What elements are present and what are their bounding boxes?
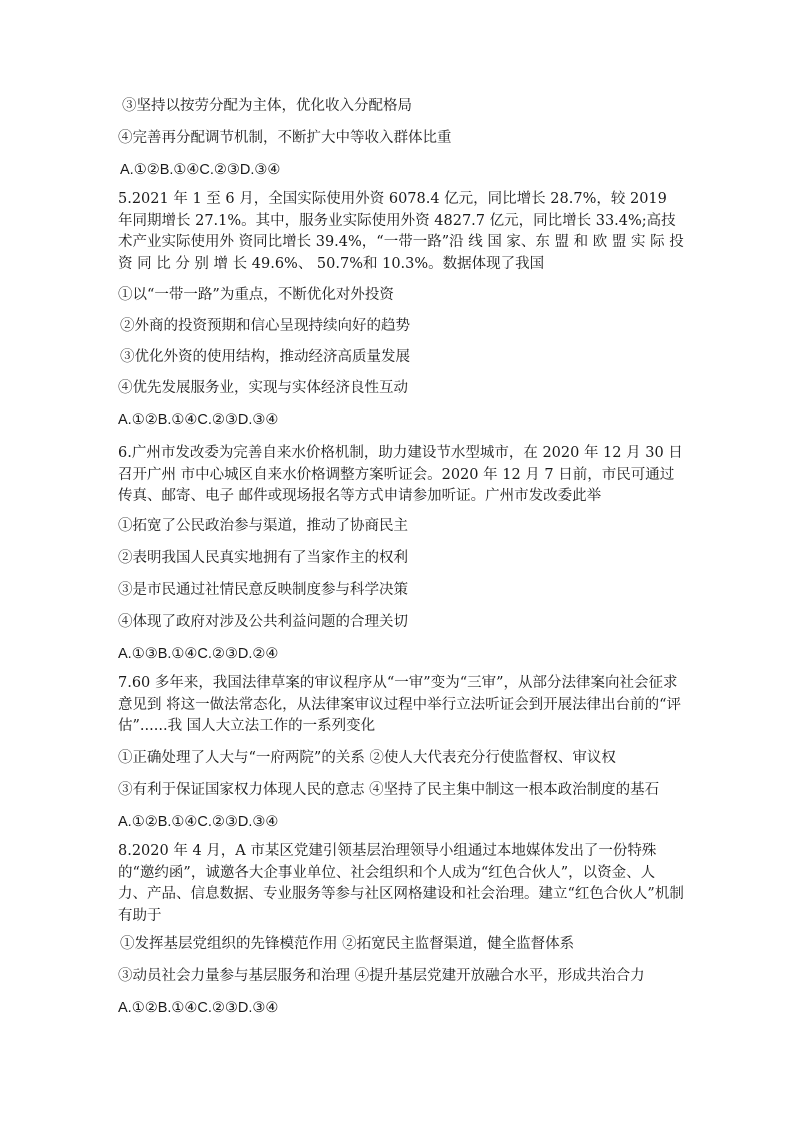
q8-stem: 8.2020 年 4 月，A 市某区党建引领基层治理领导小组通过本地媒体发出了一份特殊的“邀约函”，诚邀各大企事业单位、社会组织和个人成为“红色合伙人”，以资金、人力、产品、信息数据、专业服务等参与社区网格建设和社会治理。建立“红色合伙人”机制有助于 xyxy=(118,843,684,924)
q5-answer-choices: A.①②B.①④C.②③D.③④ xyxy=(118,412,279,428)
q6-option-4: ④体现了政府对涉及公共利益问题的合理关切 xyxy=(118,614,408,630)
q5-option-3: ③优化外资的使用结构，推动经济高质量发展 xyxy=(120,349,410,365)
q6-option-2: ②表明我国人民真实地拥有了当家作主的权利 xyxy=(118,550,408,566)
q7-stem: 7.60 多年来，我国法律草案的审议程序从“一审”变为“三审”，从部分法律案向社会征求意见到 将这一做法常态化，从法律案审议过程中举行立法听证会到开展法律出台前的“评估”......我 国人大立法工作的一系列变化 xyxy=(118,675,682,734)
q6-stem: 6.广州市发改委为完善自来水价格机制，助力建设节水型城市，在 2020 年 12 月 30 日召开广州 市中心城区自来水价格调整方案听证会。2020 年 12 月 7 日前，市民可通过传真、邮寄、电子 邮件或现场报名等方式申请参加听证。广州市发改委此举 xyxy=(118,445,683,504)
q4-option-3: ③坚持以按劳分配为主体，优化收入分配格局 xyxy=(122,98,412,114)
q5-option-2: ②外商的投资预期和信心呈现持续向好的趋势 xyxy=(120,318,410,334)
q4-option-4: ④完善再分配调节机制，不断扩大中等收入群体比重 xyxy=(118,130,452,146)
q6-option-1: ①拓宽了公民政治参与渠道，推动了协商民主 xyxy=(118,518,408,534)
q5-option-4: ④优先发展服务业，实现与实体经济良性互动 xyxy=(118,380,408,396)
q7-options-3-4: ③有利于保证国家权力体现人民的意志 ④坚持了民主集中制这一根本政治制度的基石 xyxy=(118,782,660,798)
q4-answer-choices: A.①②B.①④C.②③D.③④ xyxy=(120,162,281,178)
q6-answer-choices: A.①③B.①④C.②③D.②④ xyxy=(118,646,279,662)
q8-options-1-2: ①发挥基层党组织的先锋模范作用 ②拓宽民主监督渠道，健全监督体系 xyxy=(120,936,575,952)
q8-answer-choices: A.①②B.①④C.②③D.③④ xyxy=(118,1000,279,1016)
q7-options-1-2: ①正确处理了人大与“一府两院”的关系 ②使人大代表充分行使监督权、审议权 xyxy=(118,750,616,766)
q6-option-3: ③是市民通过社情民意反映制度参与科学决策 xyxy=(118,582,408,598)
q5-stem: 5.2021 年 1 至 6 月，全国实际使用外资 6078.4 亿元，同比增长 28.7%，较 2019 年同期增长 27.1%。其中，服务业实际使用外资 4827.7 亿元，同比增长 33.4%;高技术产业实际使用外 资同比增长 39.4%，“一带一路”沿 线 国 家、东 盟 和 欧 盟 实 际 投 资 同 比 分 别 增 长 49.6%、 50.7%和 10.3%。数据体现了我国 xyxy=(118,191,684,272)
q8-options-3-4: ③动员社会力量参与基层服务和治理 ④提升基层党建开放融合水平，形成共治合力 xyxy=(118,968,645,984)
q5-option-1: ①以“一带一路”为重点，不断优化对外投资 xyxy=(118,287,394,303)
q7-answer-choices: A.①②B.①④C.②③D.③④ xyxy=(118,814,279,830)
